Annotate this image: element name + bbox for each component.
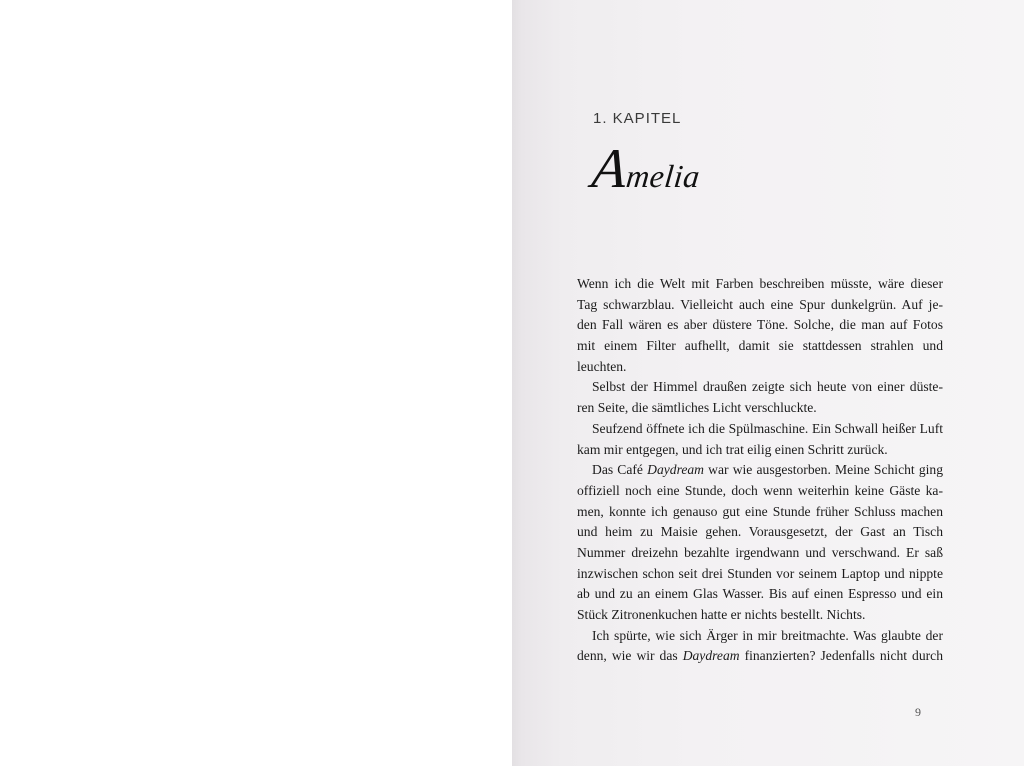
paragraph [577,460,943,626]
paragraph [577,419,943,460]
text-line: ren Seite, die sämtliches Licht verschluckte. [577,400,817,416]
right-page [512,0,1024,766]
text-segment: war wie ausgestorben. Meine Schicht ging [704,462,943,478]
text-line: und heim zu Maisie gehen. Vorausgesetzt, der Gast an Tisch [577,524,943,540]
text-line: kam mir entgegen, und ich trat eilig einen Schritt zurück. [577,441,888,457]
text-segment: finanzierten? Jedenfalls nicht durch [739,648,943,664]
body-text [577,274,943,667]
text-segment: denn, wie wir das [577,648,683,664]
text-line: Stück Zitronenkuchen hatte er nichts bestellt. Nichts. [577,607,866,622]
text-line: offiziell noch eine Stunde, doch wenn weiterhin keine Gäste ka- [577,482,943,498]
italic-text: Daydream [682,648,740,664]
italic-text: Daydream [647,462,705,478]
text-line: Tag schwarzblau. Vielleicht auch eine Spur dunkelgrün. Auf je- [577,296,943,312]
text-line: Seufzend öffnete ich die Spülmaschine. Ein Schwall heißer Luft [592,420,943,436]
text-line: Nummer dreizehn bezahlte irgendwann und verschwand. Er saß [577,544,943,560]
chapter-label: 1. KAPITEL [593,110,682,127]
text-line: leuchten. [577,358,627,374]
paragraph [577,274,943,377]
text-line: Ich spürte, wie sich Ärger in mir breitmachte. Was glaubte der [592,627,943,643]
chapter-title [589,138,702,211]
text-line: men, konnte ich genauso gut eine Stunde früher Schluss machen [577,503,943,519]
text-line: inzwischen schon seit drei Stunden vor seinem Laptop und nippte [577,565,943,581]
text-line: den Fall wären es aber düstere Töne. Solche, die man auf Fotos [577,317,943,333]
paragraph [577,377,943,418]
text-segment: Das Café [592,462,648,478]
text-line [592,460,943,481]
chapter-title-script: Amelia [589,138,702,200]
text-line: Wenn ich die Welt mit Farben beschreiben müsste, wäre dieser [577,276,943,291]
text-line [577,646,943,667]
text-line: ab und zu an einem Glas Wasser. Bis auf einen Espresso und ein [577,586,943,602]
text-line: Selbst der Himmel draußen zeigte sich heute von einer düste- [592,379,943,395]
paragraph [577,626,943,667]
page-number: 9 [915,705,921,719]
text-line: mit einem Filter aufhellt, damit sie stattdessen strahlen und [577,338,943,354]
